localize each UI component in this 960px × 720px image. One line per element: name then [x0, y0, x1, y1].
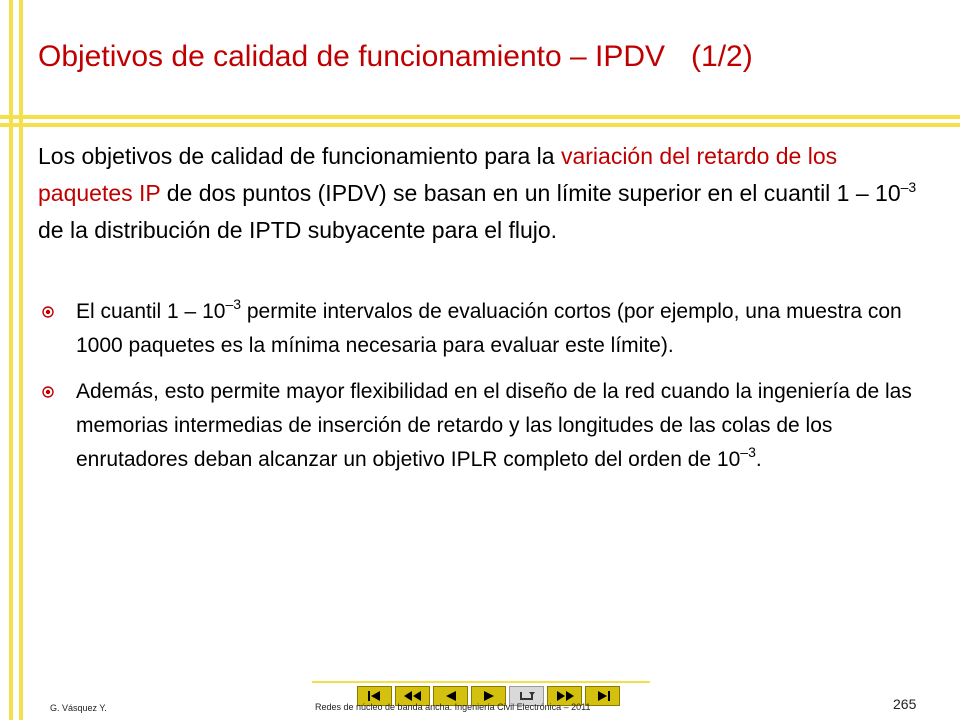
intro-text-1: Los objetivos de calidad de funcionamiento para la [38, 143, 561, 169]
intro-paragraph [38, 138, 928, 249]
bullet-text-before: Además, esto permite mayor flexibilidad en el diseño de la red cuando la ingeniería de las memorias intermedias de inserción de retardo y las longitudes de las colas de los enrutadores deban alcanzar un objetivo IPLR completo del orden de 10 [76, 380, 912, 471]
last-slide-icon [593, 690, 613, 702]
left-rule-outer [9, 0, 13, 720]
nav-divider [312, 681, 650, 683]
intro-text-3: de la distribución de IPTD subyacente para el flujo. [38, 217, 558, 243]
bullet-text-before: El cuantil 1 – 10 [76, 300, 226, 323]
first-slide-icon [365, 690, 385, 702]
title-text: Objetivos de calidad de funcionamiento – IPDV [38, 40, 666, 73]
next-icon [479, 690, 499, 702]
slide-title [38, 40, 938, 74]
page-number: 265 [893, 696, 917, 712]
top-rule-upper [0, 115, 960, 119]
fast-forward-icon [554, 690, 576, 702]
prev-icon [441, 690, 461, 702]
intro-text-2: de dos puntos (IPDV) se basan en un límite superior en el cuantil 1 – 10 [160, 180, 901, 206]
intro-highlight: variación del retardo de los paquetes IP [38, 143, 838, 206]
bullet-item [40, 375, 930, 477]
circle-bullet-icon [42, 386, 54, 398]
top-rule-lower [0, 123, 960, 127]
bullet-list [40, 295, 930, 489]
bullet-text-after: . [755, 448, 762, 471]
bullet-item [40, 295, 930, 363]
return-icon [517, 690, 537, 702]
footer-author: G. Vásquez Y. [50, 703, 107, 713]
circle-bullet-icon [42, 306, 54, 318]
bullet-exponent: –3 [225, 296, 242, 312]
bullet-exponent: –3 [740, 444, 756, 460]
fast-back-icon [402, 690, 424, 702]
footer-course: Redes de núcleo de banda ancha. Ingeniería Civil Electrónica – 2011 [315, 702, 591, 712]
bullet-text-after: permite intervalos de evaluación cortos (por ejemplo, una muestra con 1000 paquetes es la mínima necesaria para evaluar este límite). [76, 300, 902, 357]
intro-exponent: –3 [900, 179, 917, 195]
title-part: (1/2) [691, 40, 753, 73]
left-rule-inner [19, 0, 23, 720]
